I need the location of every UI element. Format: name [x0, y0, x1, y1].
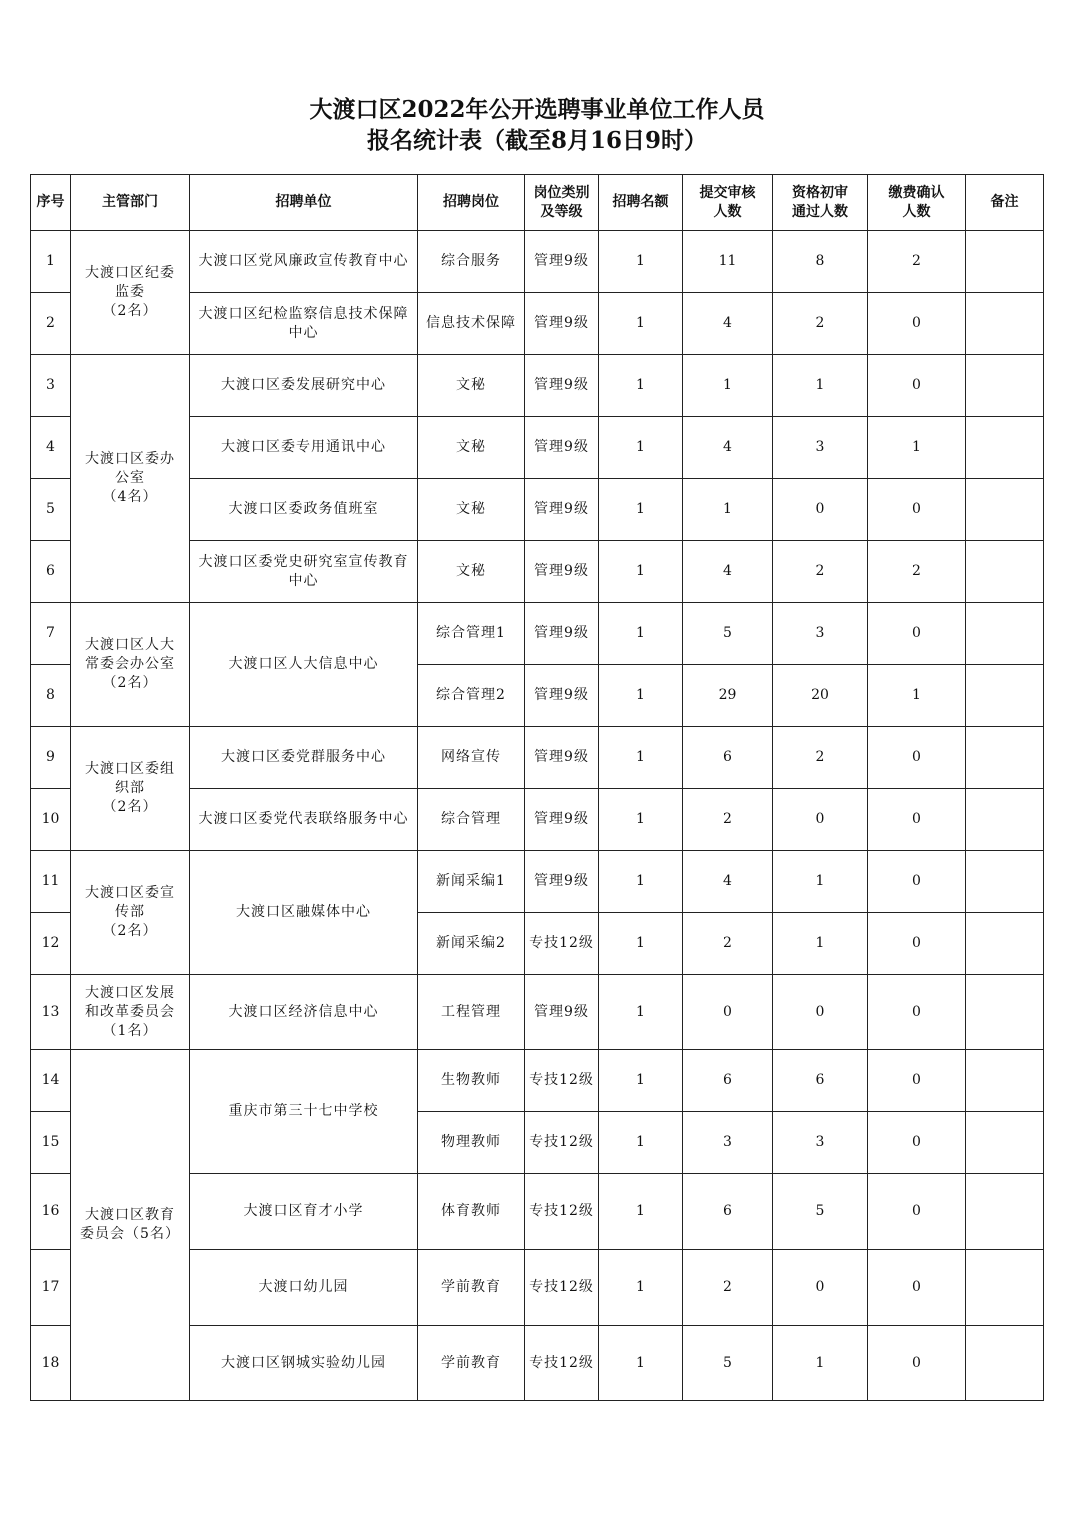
- header-unit: 招聘单位: [190, 175, 418, 231]
- cell-quota: 1: [599, 417, 683, 479]
- cell-submitted: 6: [683, 1174, 773, 1250]
- cell-note: [966, 1250, 1044, 1326]
- cell-paid: 0: [868, 1050, 966, 1112]
- cell-quota: 1: [599, 727, 683, 789]
- cell-note: [966, 727, 1044, 789]
- cell-post: 文秘: [418, 541, 525, 603]
- document-title-line2: 报名统计表（截至8月16日9时）: [366, 127, 707, 154]
- cell-paid: 0: [868, 913, 966, 975]
- cell-passed: 3: [773, 417, 868, 479]
- cell-paid: 2: [868, 231, 966, 293]
- cell-submitted: 3: [683, 1112, 773, 1174]
- cell-category: 管理9级: [525, 541, 599, 603]
- cell-note: [966, 417, 1044, 479]
- cell-note: [966, 975, 1044, 1050]
- header-quota: 招聘名额: [599, 175, 683, 231]
- table-row: [31, 727, 1044, 789]
- cell-submitted: 1: [683, 355, 773, 417]
- cell-unit: 大渡口区党风廉政宣传教育中心: [190, 231, 418, 293]
- cell-note: [966, 355, 1044, 417]
- cell-no: 5: [31, 479, 71, 541]
- cell-dept: 大渡口区发展 和改革委员会 （1名）: [71, 975, 190, 1050]
- cell-passed: 1: [773, 913, 868, 975]
- cell-category: 管理9级: [525, 231, 599, 293]
- cell-quota: 1: [599, 1112, 683, 1174]
- cell-paid: 1: [868, 665, 966, 727]
- cell-quota: 1: [599, 975, 683, 1050]
- cell-dept: 大渡口区委组 织部 （2名）: [71, 727, 190, 851]
- cell-passed: 3: [773, 603, 868, 665]
- cell-submitted: 0: [683, 975, 773, 1050]
- cell-submitted: 4: [683, 541, 773, 603]
- cell-no: 17: [31, 1250, 71, 1326]
- cell-unit: 大渡口区委党群服务中心: [190, 727, 418, 789]
- cell-category: 管理9级: [525, 603, 599, 665]
- cell-dept: 大渡口区教育 委员会（5名）: [71, 1050, 190, 1401]
- cell-category: 专技12级: [525, 1174, 599, 1250]
- cell-post: 工程管理: [418, 975, 525, 1050]
- header-category: 岗位类别 及等级: [525, 175, 599, 231]
- cell-category: 专技12级: [525, 913, 599, 975]
- cell-category: 管理9级: [525, 417, 599, 479]
- cell-note: [966, 479, 1044, 541]
- cell-passed: 0: [773, 789, 868, 851]
- cell-unit: 大渡口区委专用通讯中心: [190, 417, 418, 479]
- cell-category: 专技12级: [525, 1250, 599, 1326]
- header-submitted: 提交审核 人数: [683, 175, 773, 231]
- cell-unit: 大渡口区钢城实验幼儿园: [190, 1326, 418, 1401]
- cell-no: 13: [31, 975, 71, 1050]
- cell-unit: 大渡口区育才小学: [190, 1174, 418, 1250]
- cell-post: 网络宣传: [418, 727, 525, 789]
- cell-quota: 1: [599, 851, 683, 913]
- cell-unit: 大渡口区人大信息中心: [190, 603, 418, 727]
- cell-passed: 5: [773, 1174, 868, 1250]
- cell-no: 9: [31, 727, 71, 789]
- cell-quota: 1: [599, 293, 683, 355]
- table-row: [31, 231, 1044, 293]
- cell-note: [966, 1050, 1044, 1112]
- cell-quota: 1: [599, 1326, 683, 1401]
- cell-paid: 0: [868, 975, 966, 1050]
- cell-no: 8: [31, 665, 71, 727]
- cell-note: [966, 1326, 1044, 1401]
- header-post: 招聘岗位: [418, 175, 525, 231]
- cell-unit: 大渡口区委发展研究中心: [190, 355, 418, 417]
- cell-note: [966, 851, 1044, 913]
- cell-post: 综合管理1: [418, 603, 525, 665]
- cell-category: 管理9级: [525, 789, 599, 851]
- cell-quota: 1: [599, 231, 683, 293]
- cell-quota: 1: [599, 479, 683, 541]
- cell-paid: 0: [868, 479, 966, 541]
- cell-unit: 大渡口区经济信息中心: [190, 975, 418, 1050]
- cell-post: 文秘: [418, 355, 525, 417]
- cell-paid: 0: [868, 293, 966, 355]
- cell-submitted: 6: [683, 727, 773, 789]
- cell-post: 综合管理: [418, 789, 525, 851]
- cell-submitted: 2: [683, 789, 773, 851]
- cell-category: 专技12级: [525, 1050, 599, 1112]
- cell-post: 生物教师: [418, 1050, 525, 1112]
- cell-passed: 2: [773, 293, 868, 355]
- cell-passed: 0: [773, 1250, 868, 1326]
- cell-paid: 0: [868, 1326, 966, 1401]
- cell-submitted: 2: [683, 913, 773, 975]
- header-passed: 资格初审 通过人数: [773, 175, 868, 231]
- table-row: [31, 1050, 1044, 1112]
- cell-submitted: 4: [683, 851, 773, 913]
- cell-unit: 大渡口区委党代表联络服务中心: [190, 789, 418, 851]
- cell-post: 物理教师: [418, 1112, 525, 1174]
- cell-quota: 1: [599, 603, 683, 665]
- cell-category: 管理9级: [525, 727, 599, 789]
- header-note: 备注: [966, 175, 1044, 231]
- cell-no: 1: [31, 231, 71, 293]
- cell-passed: 6: [773, 1050, 868, 1112]
- cell-quota: 1: [599, 665, 683, 727]
- cell-paid: 0: [868, 355, 966, 417]
- cell-quota: 1: [599, 355, 683, 417]
- cell-passed: 2: [773, 541, 868, 603]
- cell-category: 管理9级: [525, 293, 599, 355]
- cell-no: 3: [31, 355, 71, 417]
- cell-post: 学前教育: [418, 1250, 525, 1326]
- cell-no: 18: [31, 1326, 71, 1401]
- cell-no: 16: [31, 1174, 71, 1250]
- cell-post: 文秘: [418, 479, 525, 541]
- cell-unit: 大渡口幼儿园: [190, 1250, 418, 1326]
- cell-paid: 0: [868, 789, 966, 851]
- table-row: [31, 851, 1044, 913]
- cell-paid: 0: [868, 1112, 966, 1174]
- cell-submitted: 5: [683, 603, 773, 665]
- cell-no: 10: [31, 789, 71, 851]
- cell-dept: 大渡口区纪委 监委 （2名）: [71, 231, 190, 355]
- cell-passed: 3: [773, 1112, 868, 1174]
- header-dept: 主管部门: [71, 175, 190, 231]
- cell-unit: 大渡口区委党史研究室宣传教育中心: [190, 541, 418, 603]
- cell-category: 专技12级: [525, 1326, 599, 1401]
- cell-dept: 大渡口区人大 常委会办公室 （2名）: [71, 603, 190, 727]
- registration-table: [30, 174, 1044, 1401]
- cell-passed: 0: [773, 975, 868, 1050]
- cell-submitted: 2: [683, 1250, 773, 1326]
- header-row: [31, 175, 1044, 231]
- cell-paid: 0: [868, 1250, 966, 1326]
- cell-post: 信息技术保障: [418, 293, 525, 355]
- cell-no: 12: [31, 913, 71, 975]
- cell-submitted: 4: [683, 417, 773, 479]
- cell-unit: 大渡口区委政务值班室: [190, 479, 418, 541]
- cell-no: 11: [31, 851, 71, 913]
- cell-no: 7: [31, 603, 71, 665]
- cell-post: 文秘: [418, 417, 525, 479]
- cell-paid: 0: [868, 851, 966, 913]
- cell-category: 管理9级: [525, 355, 599, 417]
- cell-category: 管理9级: [525, 479, 599, 541]
- cell-passed: 1: [773, 1326, 868, 1401]
- cell-quota: 1: [599, 541, 683, 603]
- cell-paid: 0: [868, 1174, 966, 1250]
- cell-note: [966, 1174, 1044, 1250]
- cell-unit: 重庆市第三十七中学校: [190, 1050, 418, 1174]
- cell-submitted: 29: [683, 665, 773, 727]
- cell-note: [966, 231, 1044, 293]
- cell-note: [966, 293, 1044, 355]
- cell-quota: 1: [599, 913, 683, 975]
- table-row: [31, 603, 1044, 665]
- cell-paid: 2: [868, 541, 966, 603]
- cell-no: 15: [31, 1112, 71, 1174]
- cell-submitted: 6: [683, 1050, 773, 1112]
- cell-quota: 1: [599, 789, 683, 851]
- cell-passed: 0: [773, 479, 868, 541]
- cell-passed: 1: [773, 851, 868, 913]
- cell-submitted: 1: [683, 479, 773, 541]
- cell-note: [966, 913, 1044, 975]
- cell-category: 管理9级: [525, 975, 599, 1050]
- table-row: [31, 355, 1044, 417]
- cell-no: 2: [31, 293, 71, 355]
- cell-category: 管理9级: [525, 851, 599, 913]
- cell-submitted: 4: [683, 293, 773, 355]
- cell-passed: 20: [773, 665, 868, 727]
- document-title-line1: 大渡口区2022年公开选聘事业单位工作人员: [309, 96, 765, 123]
- cell-unit: 大渡口区纪检监察信息技术保障中心: [190, 293, 418, 355]
- cell-post: 新闻采编1: [418, 851, 525, 913]
- cell-note: [966, 603, 1044, 665]
- cell-passed: 1: [773, 355, 868, 417]
- table-row: [31, 975, 1044, 1050]
- cell-dept: 大渡口区委宣 传部 （2名）: [71, 851, 190, 975]
- cell-note: [966, 1112, 1044, 1174]
- cell-no: 14: [31, 1050, 71, 1112]
- header-paid: 缴费确认 人数: [868, 175, 966, 231]
- cell-no: 4: [31, 417, 71, 479]
- cell-post: 体育教师: [418, 1174, 525, 1250]
- cell-post: 综合服务: [418, 231, 525, 293]
- cell-paid: 0: [868, 603, 966, 665]
- cell-submitted: 11: [683, 231, 773, 293]
- cell-passed: 8: [773, 231, 868, 293]
- header-no: 序号: [31, 175, 71, 231]
- cell-passed: 2: [773, 727, 868, 789]
- cell-note: [966, 541, 1044, 603]
- cell-category: 管理9级: [525, 665, 599, 727]
- cell-note: [966, 789, 1044, 851]
- cell-quota: 1: [599, 1174, 683, 1250]
- cell-paid: 0: [868, 727, 966, 789]
- cell-paid: 1: [868, 417, 966, 479]
- cell-category: 专技12级: [525, 1112, 599, 1174]
- cell-post: 学前教育: [418, 1326, 525, 1401]
- cell-note: [966, 665, 1044, 727]
- cell-post: 新闻采编2: [418, 913, 525, 975]
- cell-quota: 1: [599, 1050, 683, 1112]
- cell-no: 6: [31, 541, 71, 603]
- cell-quota: 1: [599, 1250, 683, 1326]
- cell-unit: 大渡口区融媒体中心: [190, 851, 418, 975]
- cell-dept: 大渡口区委办 公室 （4名）: [71, 355, 190, 603]
- cell-post: 综合管理2: [418, 665, 525, 727]
- cell-submitted: 5: [683, 1326, 773, 1401]
